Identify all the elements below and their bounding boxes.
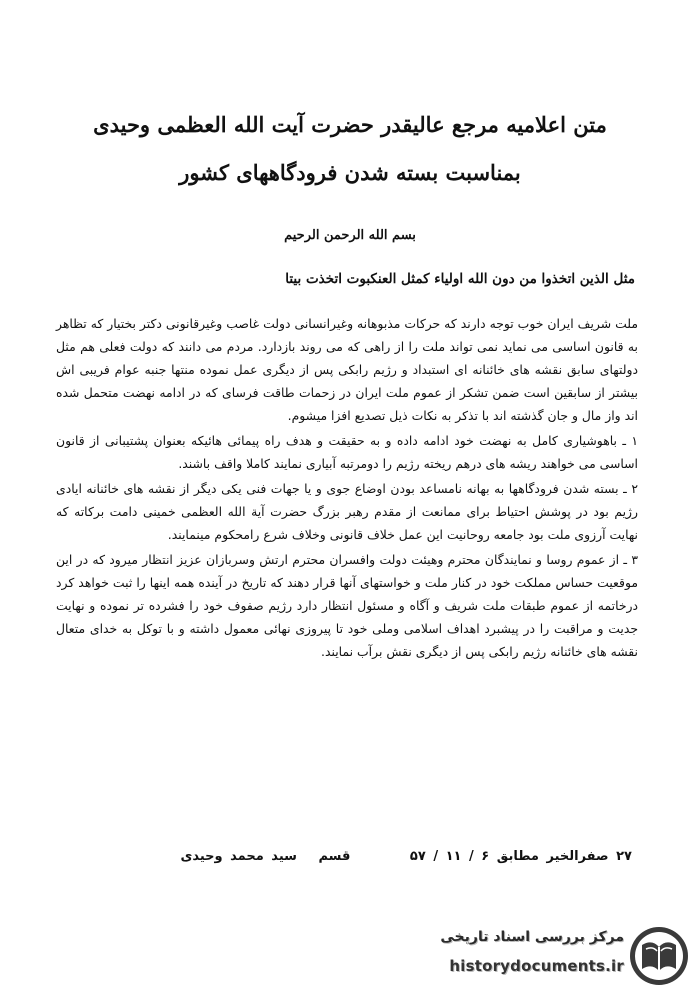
paragraph-point-1: ۱ ـ باهوشیاری کامل به نهضت خود ادامه داده و به حقیقت و هدف راه پیمائی هائیکه بعنوان پشتیبانی از قانون اساسی می خواهند ریشه های درهم ریخته رژیم را دومرتبه آبیاری نمایند کاملا واقف باشند.	[56, 433, 638, 471]
qasam-mark: قسم	[318, 849, 351, 864]
paragraph-point-2: ۲ ـ بسته شدن فرودگاهها به بهانه نامساعد بودن اوضاع جوی و یا جهات فنی یکی دیگر از نقشه های خائنانه ایادی رژیم بود در پوشش احتیاط برای ممانعت از مقدم رهبر بزرگ حضرت آیة الله العظمی خمینی دامت برکاته که نهایت آرزوی ملت بود جامعه روحانیت این عمل خلاف قانونی وخلاف شرع رامحکوم مینمایند.	[56, 481, 638, 542]
watermark-url: historydocuments.ir	[449, 957, 624, 975]
paragraph-point-3: ۳ ـ از عموم روسا و نمایندگان محترم وهیئت دولت وافسران محترم ارتش وسربازان عزیز انتظار میرود که در این موقعیت حساس مملکت خود در کنار ملت و خواستهای آنها قرار دهند که تاریخ در آینده همه اینها را ثبت خواهد کرد درخاتمه از عموم طبقات ملت شریف و آگاه و مسئول انتظار دارد رژیم صفوف خود را فشرده تر نموده و نهایت جدیت و مراقبت را در پیشبرد اهداف اسلامی وملی خود تا پیروزی نهائی معمول داشته و با توکل به خدای متعال نقشه های خائنانه رژیم رابکی پس از دیگری نقش برآب نمایند.	[56, 552, 638, 659]
document-center-logo-icon	[628, 925, 690, 987]
watermark	[392, 923, 692, 993]
basmala: بسم الله الرحمن الرحیم	[284, 228, 416, 243]
document-body	[56, 312, 638, 665]
document-title-line1: متن اعلامیه مرجع عالیقدر حضرت آیت الله العظمی وحیدی	[93, 112, 607, 137]
watermark-org-name: مرکز بررسی اسناد تاریخی	[440, 929, 624, 945]
paragraph-intro: ملت شریف ایران خوب توجه دارند که حرکات مذبوهانه وغیرانسانی دولت غاصب وغیرقانونی دکتر بختیار که تظاهر به قانون اساسی می نماید نمی تواند ملت را از راهی که می روند بازدارد. مردم می دانند که دولت فعلی هم مثل دولتهای سابق نقشه های خائنانه ای استبداد و رژیم رابکی پس از دیگری عمل نموده منتها جنبه عوام فریبی اش بیشتر از سابقین است ضمن تشکر از عموم ملت ایران در زحمات طاقت فرسای که در ادامه نهضت متحمل شده اند واز مال و جان گذشته اند با تذکر به نکات ذیل تصدیع افزا میشوم.	[56, 316, 638, 423]
date-line: ۲۷ صفرالخیر مطابق ۶ / ۱۱ / ۵۷	[409, 849, 632, 864]
signatory-name: سید محمد وحیدی	[180, 849, 297, 864]
quran-verse: مثل الذین اتخذوا من دون الله اولیاء کمثل العنکبوت اتخذت بیتا	[285, 271, 635, 287]
signature-line	[132, 849, 632, 864]
document-title-line2: بمناسبت بسته شدن فرودگاههای کشور	[179, 160, 521, 185]
